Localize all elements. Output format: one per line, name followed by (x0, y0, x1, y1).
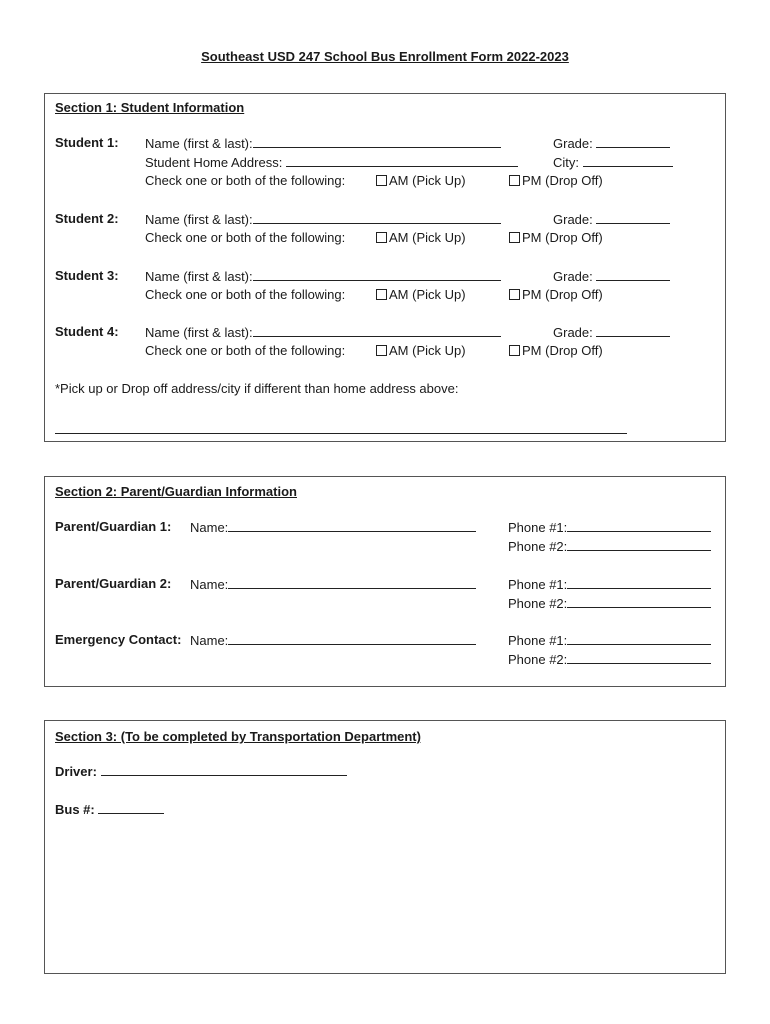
student-1-name-row (145, 135, 501, 152)
phone1-label: Phone #1: (508, 633, 568, 648)
phone2-label: Phone #2: (508, 652, 568, 667)
phone1-label: Phone #1: (508, 577, 568, 592)
emergency-phone1-row (508, 632, 711, 649)
student-4-pm-checkbox[interactable] (509, 345, 520, 356)
driver-row (55, 763, 347, 780)
student-2-label: Student 2: (55, 211, 119, 226)
am-label: AM (Pick Up) (389, 173, 466, 188)
student-4-grade-row (553, 324, 670, 341)
parent-2-phone1-field[interactable] (567, 576, 711, 589)
parent-1-phone2-field[interactable] (567, 538, 711, 551)
student-3-label: Student 3: (55, 268, 119, 283)
student-2-grade-row (553, 211, 670, 228)
student-1-grade-field[interactable] (596, 135, 670, 148)
student-1-check-label: Check one or both of the following: (145, 173, 346, 188)
parent-1-phone1-field[interactable] (567, 519, 711, 532)
student-3-name-row (145, 268, 501, 285)
student-2-name-row (145, 211, 501, 228)
student-1-label: Student 1: (55, 135, 119, 150)
student-3-am-checkbox[interactable] (376, 289, 387, 300)
section-2-heading: Section 2: Parent/Guardian Information (55, 484, 297, 499)
name-label: Name (first & last): (145, 269, 253, 284)
student-1-address-field[interactable] (286, 154, 518, 167)
student-4-grade-field[interactable] (596, 324, 670, 337)
student-2-am-option[interactable] (376, 230, 466, 246)
pm-label: PM (Drop Off) (522, 173, 603, 188)
name-label: Name (first & last): (145, 325, 253, 340)
pm-label: PM (Drop Off) (522, 287, 603, 302)
name-label: Name: (190, 633, 229, 648)
alt-address-note: *Pick up or Drop off address/city if different than home address above: (55, 381, 459, 396)
student-1-grade-row (553, 135, 670, 152)
grade-label: Grade: (553, 212, 593, 227)
bus-label: Bus #: (55, 802, 95, 817)
pm-label: PM (Drop Off) (522, 343, 603, 358)
student-3-pm-option[interactable] (509, 287, 603, 303)
bus-row (55, 801, 164, 818)
student-1-pm-checkbox[interactable] (509, 175, 520, 186)
phone2-label: Phone #2: (508, 539, 568, 554)
parent-1-name-field[interactable] (228, 519, 476, 532)
section-1-heading: Section 1: Student Information (55, 100, 245, 115)
student-2-pm-option[interactable] (509, 230, 603, 246)
emergency-name-row (190, 632, 476, 649)
driver-field[interactable] (101, 763, 347, 776)
name-label: Name (first & last): (145, 136, 253, 151)
parent-2-label: Parent/Guardian 2: (55, 576, 172, 591)
parent-1-name-row (190, 519, 476, 536)
phone2-label: Phone #2: (508, 596, 568, 611)
driver-label: Driver: (55, 764, 97, 779)
bus-field[interactable] (98, 801, 164, 814)
student-2-grade-field[interactable] (596, 211, 670, 224)
name-label: Name (first & last): (145, 212, 253, 227)
student-4-am-option[interactable] (376, 343, 466, 359)
emergency-contact-label: Emergency Contact: (55, 632, 182, 647)
student-2-pm-checkbox[interactable] (509, 232, 520, 243)
grade-label: Grade: (553, 136, 593, 151)
am-label: AM (Pick Up) (389, 230, 466, 245)
student-4-name-field[interactable] (253, 324, 501, 337)
student-4-label: Student 4: (55, 324, 119, 339)
emergency-phone1-field[interactable] (567, 632, 711, 645)
student-3-pm-checkbox[interactable] (509, 289, 520, 300)
student-2-am-checkbox[interactable] (376, 232, 387, 243)
student-2-name-field[interactable] (253, 211, 501, 224)
parent-2-name-row (190, 576, 476, 593)
emergency-name-field[interactable] (228, 632, 476, 645)
parent-2-phone1-row (508, 576, 711, 593)
student-3-am-option[interactable] (376, 287, 466, 303)
name-label: Name: (190, 520, 229, 535)
grade-label: Grade: (553, 269, 593, 284)
student-3-grade-row (553, 268, 670, 285)
alt-address-field[interactable] (55, 433, 627, 434)
student-3-check-label: Check one or both of the following: (145, 287, 346, 302)
student-1-am-checkbox[interactable] (376, 175, 387, 186)
student-4-am-checkbox[interactable] (376, 345, 387, 356)
parent-2-name-field[interactable] (228, 576, 476, 589)
city-label: City: (553, 155, 579, 170)
parent-2-phone2-field[interactable] (567, 595, 711, 608)
am-label: AM (Pick Up) (389, 287, 466, 302)
emergency-phone2-field[interactable] (567, 651, 711, 664)
student-1-city-field[interactable] (583, 154, 673, 167)
form-title: Southeast USD 247 School Bus Enrollment Form 2022-2023 (201, 49, 569, 64)
address-label: Student Home Address: (145, 155, 283, 170)
emergency-phone2-row (508, 651, 711, 668)
phone1-label: Phone #1: (508, 520, 568, 535)
section-3-heading: Section 3: (To be completed by Transportation Department) (55, 729, 421, 744)
am-label: AM (Pick Up) (389, 343, 466, 358)
student-1-address-row (145, 154, 518, 171)
student-1-city-row (553, 154, 673, 171)
student-3-grade-field[interactable] (596, 268, 670, 281)
grade-label: Grade: (553, 325, 593, 340)
student-4-name-row (145, 324, 501, 341)
parent-2-phone2-row (508, 595, 711, 612)
name-label: Name: (190, 577, 229, 592)
student-4-check-label: Check one or both of the following: (145, 343, 346, 358)
student-1-name-field[interactable] (253, 135, 501, 148)
section-3-box (44, 720, 726, 974)
student-2-check-label: Check one or both of the following: (145, 230, 346, 245)
student-4-pm-option[interactable] (509, 343, 603, 359)
student-1-am-option[interactable] (376, 173, 466, 189)
student-3-name-field[interactable] (253, 268, 501, 281)
student-1-pm-option[interactable] (509, 173, 603, 189)
parent-1-label: Parent/Guardian 1: (55, 519, 172, 534)
parent-1-phone2-row (508, 538, 711, 555)
parent-1-phone1-row (508, 519, 711, 536)
pm-label: PM (Drop Off) (522, 230, 603, 245)
